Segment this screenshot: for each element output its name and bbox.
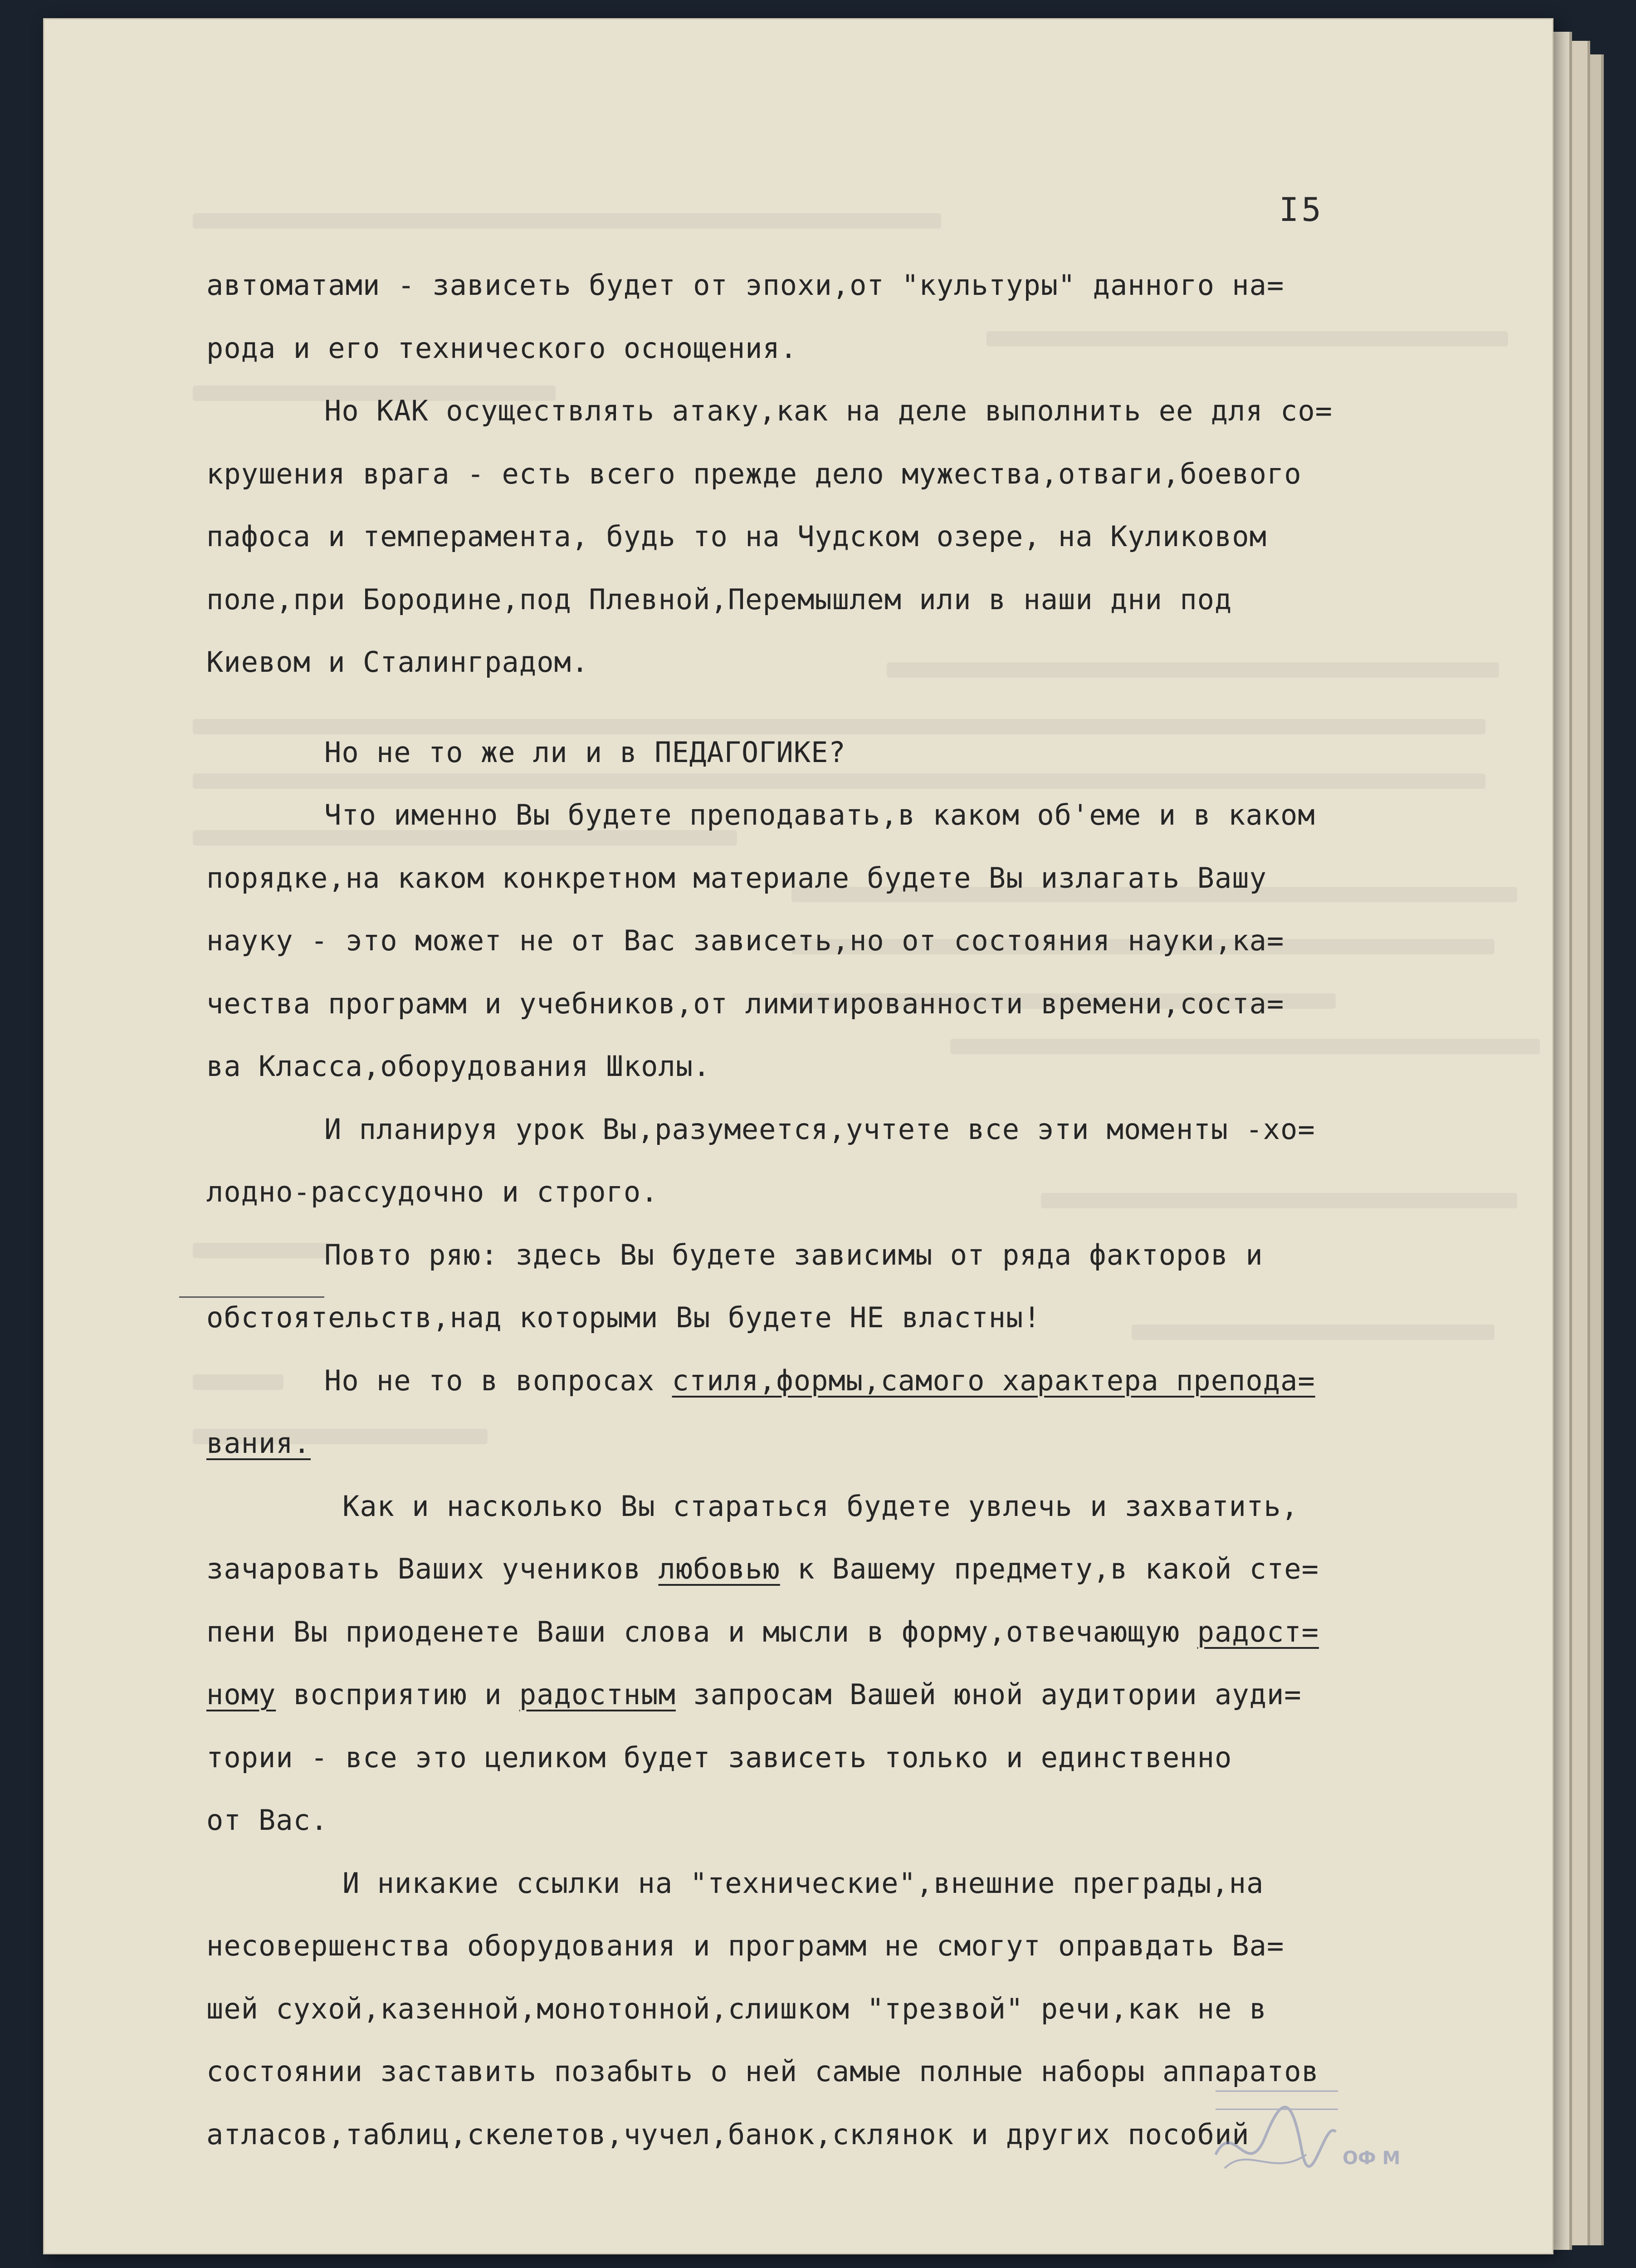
text-line: состоянии заставить позабыть о ней самые полные наборы аппаратов [206, 2055, 1319, 2088]
text-line [206, 1663, 1526, 1726]
text-line: поле,при Бородине,под Плевной,Перемышлем или в наши дни под [206, 582, 1232, 616]
text-line: Как и насколько Вы стараться будете увлечь и захватить, [342, 1489, 1299, 1523]
text-line [206, 1412, 1526, 1475]
text-line: науку - это может не от Вас зависеть,но от состояния науки,ка= [206, 924, 1284, 957]
paragraph-gap [206, 694, 1526, 721]
text-line: крушения врага - есть всего прежде дело мужества,отваги,боевого [206, 457, 1302, 490]
text-line [206, 1538, 1526, 1601]
body-text [206, 254, 1526, 2166]
text-line [206, 1601, 1526, 1664]
underlined-phrase: вания. [206, 1427, 311, 1460]
text-fragment: зачаровать Ваших учеников [206, 1552, 659, 1585]
text-fragment: восприятию и [276, 1678, 519, 1711]
text-line: Киевом и Сталинградом. [206, 645, 589, 679]
text-line: тории - все это целиком будет зависеть только и единственно [206, 1740, 1232, 1774]
text-fragment: Но не то в вопросах [324, 1364, 672, 1397]
underlined-word: ному [206, 1678, 276, 1711]
archive-stamp [1206, 2055, 1424, 2191]
underlined-word: радост= [1197, 1615, 1319, 1648]
text-line: от Вас. [206, 1804, 328, 1837]
text-line: Но не то же ли и в ПЕДАГОГИКЕ? [324, 735, 846, 769]
text-fragment: запросам Вашей юной аудитории ауди= [675, 1678, 1302, 1711]
text-line: лодно-рассудочно и строго. [206, 1175, 659, 1208]
signature-scribble-icon [1206, 2064, 1343, 2191]
text-line: шей сухой,казенной,монотонной,слишком "трезвой" речи,как не в [206, 1992, 1267, 2025]
page-number: I5 [1279, 191, 1324, 229]
text-line: И никакие ссылки на "технические",внешние преграды,на [342, 1866, 1264, 1900]
text-line: порядке,на каком конкретном материале будете Вы излагать Вашу [206, 861, 1267, 894]
text-fragment: пени Вы приоденете Ваши слова и мысли в форму,отвечающую [206, 1615, 1197, 1648]
text-line: обстоятельств,над которыми Вы будете НЕ властны! [206, 1301, 1041, 1334]
underlined-word: радостным [519, 1678, 676, 1711]
text-line: пафоса и темперамента, будь то на Чудском озере, на Куликовом [206, 520, 1267, 553]
text-line [206, 1349, 1526, 1413]
underlined-word: любовью [658, 1552, 780, 1585]
text-line: чества программ и учебников,от лимитированности времени,соста= [206, 987, 1284, 1020]
stamp-label: ОФ М [1343, 2148, 1401, 2169]
text-line: рода и его технического оснощения. [206, 331, 798, 365]
text-line: И планируя урок Вы,разумеется,учтете все эти моменты -хо= [324, 1112, 1315, 1146]
text-line: Что именно Вы будете преподавать,в каком об'еме и в каком [324, 798, 1315, 831]
text-line: Повто ряю: здесь Вы будете зависимы от ряда факторов и [324, 1238, 1263, 1271]
text-line: Но КАК осуществлять атаку,как на деле выполнить ее для со= [324, 394, 1333, 427]
underlined-phrase: стиля,формы,самого характера препода= [672, 1364, 1315, 1397]
text-fragment: к Вашему предмету,в какой сте= [780, 1552, 1319, 1585]
text-line: несовершенства оборудования и программ не смогут оправдать Ва= [206, 1929, 1284, 1962]
text-line: атласов,таблиц,скелетов,чучел,банок,склянок и других пособий [206, 2117, 1250, 2151]
text-line: автоматами - зависеть будет от эпохи,от "культуры" данного на= [206, 269, 1284, 302]
text-line: ва Класса,оборудования Школы. [206, 1050, 711, 1083]
